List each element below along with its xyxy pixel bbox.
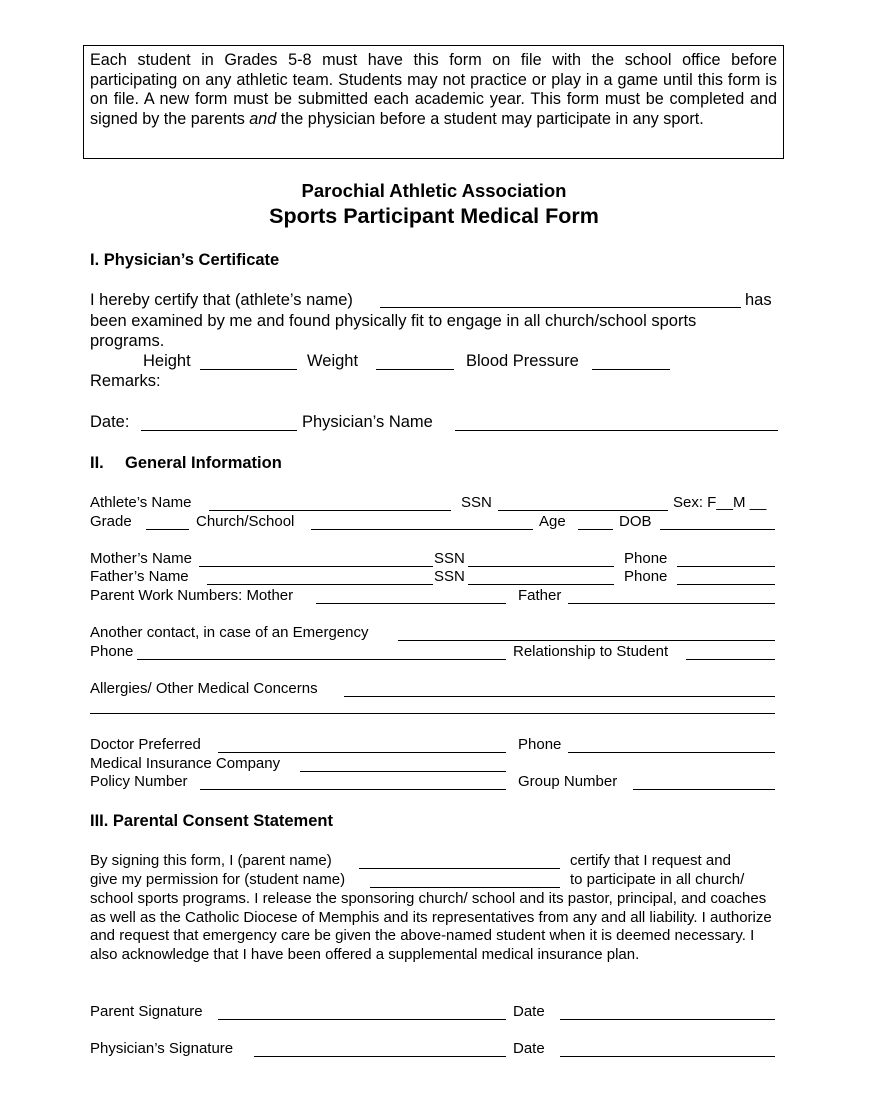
physician-name-label: Physician’s Name [302,413,433,431]
athlete-name-line[interactable] [380,307,741,308]
section-3-heading: III. Parental Consent Statement [90,812,333,830]
date-label: Date: [90,413,130,431]
physician-signature-field[interactable] [254,1056,506,1057]
mother-ssn-label: SSN [434,550,465,567]
certify-label: I hereby certify that (athlete’s name) [90,291,353,309]
section-2-heading: General Information [125,454,282,472]
parent-work-label: Parent Work Numbers: Mother [90,587,294,604]
dob-field[interactable] [660,529,775,530]
doctor-phone-label: Phone [518,736,562,753]
consent-line-2a: give my permission for (student name) [90,871,346,888]
physician-date-label: Date [513,1040,545,1057]
form-title: Sports Participant Medical Form [269,204,599,228]
allergies-field[interactable] [344,696,775,697]
allergies-label: Allergies/ Other Medical Concerns [90,680,318,697]
physician-name-field[interactable] [455,430,778,431]
notice-text-end: the physician before a student may participate in any sport. [276,109,704,128]
physician-date-field[interactable] [560,1056,775,1057]
parent-date-label: Date [513,1003,545,1020]
athlete-ssn-label: SSN [461,494,492,511]
consent-line-1b: certify that I request and [570,852,731,869]
athlete-name-label: Athlete’s Name [90,494,192,511]
mother-name-field[interactable] [199,566,433,567]
certify-line-2: been examined by me and found physically fit to engage in all church/school sports [90,312,697,330]
dob-label: DOB [619,513,652,530]
church-school-label: Church/School [196,513,295,530]
sex-field[interactable]: Sex: F__M __ [673,494,767,511]
parent-signature-field[interactable] [218,1019,506,1020]
consent-line-2b: to participate in all church/ [570,871,745,888]
church-school-field[interactable] [311,529,533,530]
notice-text: Each student in Grades 5-8 must have this form on file with the school office before participating on any athletic team. Students may not practice or play in a game until this form is on file. A new form must be submitted each academic year. This form must be completed and signed by the parents [90,51,777,128]
father-name-field[interactable] [207,584,433,585]
physician-signature-label: Physician’s Signature [90,1040,234,1057]
section-1-heading: I. Physician’s Certificate [90,251,280,269]
father-ssn-label: SSN [434,568,465,585]
consent-body: school sports programs. I release the sponsoring church/ school and its pastor, principal, and coaches as well as the Catholic Diocese of Memphis and its representatives from any and all liability. I authorize and request that emergency care be given the above-named student when it is deemed necessary. I also acknowledge that I have been offered a supplemental medical insurance plan. [90,890,772,963]
insurance-company-field[interactable] [300,771,506,772]
blood-pressure-label: Blood Pressure [466,352,579,370]
age-label: Age [539,513,566,530]
athlete-ssn-field[interactable] [498,510,668,511]
certify-has: has [745,291,772,309]
student-name-field[interactable] [370,887,560,888]
age-field[interactable] [578,529,613,530]
father-work-field[interactable] [568,603,775,604]
relationship-field[interactable] [686,659,775,660]
organization-name: Parochial Athletic Association [301,180,567,201]
mother-ssn-field[interactable] [468,566,614,567]
date-field[interactable] [141,430,297,431]
parent-name-field[interactable] [359,868,560,869]
mother-phone-field[interactable] [677,566,775,567]
height-label: Height [143,352,191,370]
height-field[interactable] [200,369,297,370]
father-phone-label: Phone [624,568,668,585]
parent-date-field[interactable] [560,1019,775,1020]
group-number-field[interactable] [633,789,775,790]
group-number-label: Group Number [518,773,618,790]
father-phone-field[interactable] [677,584,775,585]
weight-field[interactable] [376,369,454,370]
mother-name-label: Mother’s Name [90,550,192,567]
notice-emphasis: and [249,109,277,128]
mother-work-field[interactable] [316,603,506,604]
father-ssn-field[interactable] [468,584,614,585]
parent-signature-label: Parent Signature [90,1003,203,1020]
emergency-phone-label: Phone [90,643,134,660]
doctor-preferred-field[interactable] [218,752,506,753]
grade-label: Grade [90,513,132,530]
relationship-label: Relationship to Student [513,643,669,660]
policy-number-field[interactable] [200,789,506,790]
weight-label: Weight [307,352,359,370]
consent-line-1a: By signing this form, I (parent name) [90,852,332,869]
insurance-company-label: Medical Insurance Company [90,755,281,772]
mother-phone-label: Phone [624,550,668,567]
grade-field[interactable] [146,529,189,530]
certify-line-3: programs. [90,332,165,350]
policy-number-label: Policy Number [90,773,188,790]
emergency-phone-field[interactable] [137,659,506,660]
father-work-label: Father [518,587,562,604]
notice-box [83,45,784,159]
athlete-name-field[interactable] [209,510,451,511]
father-name-label: Father’s Name [90,568,189,585]
doctor-preferred-label: Doctor Preferred [90,736,201,753]
section-2-number: II. [90,454,104,472]
allergies-field-line-2[interactable] [90,713,775,714]
remarks-label: Remarks: [90,372,161,390]
doctor-phone-field[interactable] [568,752,775,753]
emergency-contact-field[interactable] [398,640,775,641]
emergency-contact-label: Another contact, in case of an Emergency [90,624,369,641]
blood-pressure-field[interactable] [592,369,670,370]
